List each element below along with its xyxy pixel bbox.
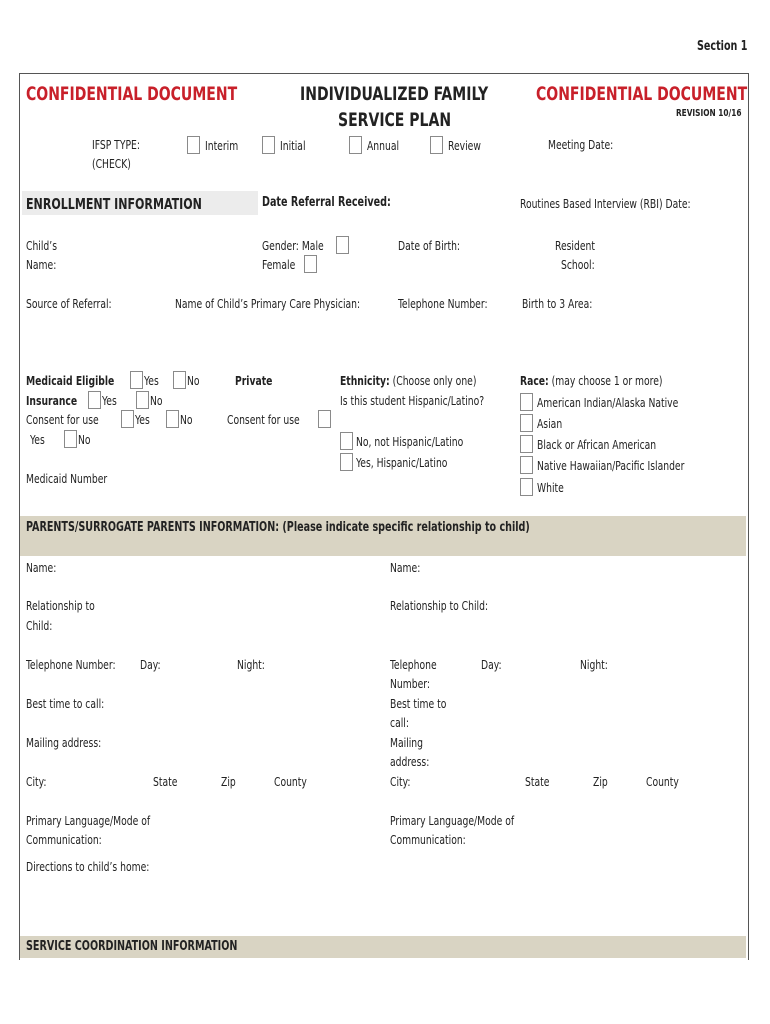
consent-private-label: Consent for use bbox=[227, 412, 300, 427]
birth-area-label: Birth to 3 Area: bbox=[522, 296, 593, 311]
ethnicity-line bbox=[340, 373, 476, 388]
parent1-relationship-label: Relationship to bbox=[26, 598, 95, 613]
race-note: (may choose 1 or more) bbox=[551, 373, 663, 388]
race-option-asian: Asian bbox=[537, 416, 563, 431]
race-label: Race: bbox=[520, 373, 549, 388]
medicaid-eligible-label: Medicaid Eligible bbox=[26, 373, 115, 388]
consent-yes-2-label: Yes bbox=[30, 432, 45, 447]
checkbox-medicaid-yes[interactable] bbox=[130, 371, 143, 389]
race-option-hawaiian: Native Hawaiian/Pacific Islander bbox=[537, 458, 685, 473]
checkbox-race-american-indian[interactable] bbox=[520, 393, 533, 411]
medicaid-no-label: No bbox=[187, 373, 200, 388]
date-referral-label: Date Referral Received: bbox=[262, 195, 391, 210]
parent1-telephone-label: Telephone Number: bbox=[26, 657, 116, 672]
parent2-state-label: State bbox=[525, 774, 550, 789]
medicaid-number-label: Medicaid Number bbox=[26, 471, 108, 486]
parent1-mailing-label: Mailing address: bbox=[26, 735, 102, 750]
checkbox-not-hispanic[interactable] bbox=[340, 432, 353, 450]
race-option-white: White bbox=[537, 480, 564, 495]
interim-label: Interim bbox=[205, 138, 239, 153]
checkbox-interim[interactable] bbox=[187, 136, 200, 154]
title-line-2: SERVICE PLAN bbox=[338, 109, 452, 131]
checkbox-insurance-yes[interactable] bbox=[88, 391, 101, 409]
parent1-city-label: City: bbox=[26, 774, 47, 789]
not-hispanic-label: No, not Hispanic/Latino bbox=[356, 434, 464, 449]
physician-label: Name of Child’s Primary Care Physician: bbox=[175, 296, 361, 311]
parent2-name-label: Name: bbox=[390, 560, 421, 575]
checkbox-consent-no[interactable] bbox=[166, 410, 179, 428]
checkbox-consent2-no[interactable] bbox=[64, 430, 77, 448]
ifsp-check-label: (CHECK) bbox=[92, 156, 131, 171]
directions-label: Directions to child’s home: bbox=[26, 859, 150, 874]
parent2-telephone-label: Telephone bbox=[390, 657, 437, 672]
consent-no-2-label: No bbox=[78, 432, 91, 447]
revision: REVISION 10/16 bbox=[676, 108, 742, 119]
checkbox-insurance-no[interactable] bbox=[136, 391, 149, 409]
ifsp-type-label: IFSP TYPE: bbox=[92, 137, 140, 152]
checkbox-consent-private[interactable] bbox=[318, 410, 331, 428]
parent1-state-label: State bbox=[153, 774, 178, 789]
parent1-name-label: Name: bbox=[26, 560, 57, 575]
childs-label: Child’s bbox=[26, 238, 58, 253]
checkbox-race-black[interactable] bbox=[520, 435, 533, 453]
checkbox-hispanic[interactable] bbox=[340, 453, 353, 471]
annual-label: Annual bbox=[367, 138, 400, 153]
race-line bbox=[520, 373, 663, 388]
parent2-relationship-label: Relationship to Child: bbox=[390, 598, 489, 613]
consent-label-1: Consent for use bbox=[26, 412, 99, 427]
service-heading: SERVICE COORDINATION INFORMATION bbox=[26, 939, 238, 954]
parent2-day-label: Day: bbox=[481, 657, 502, 672]
insurance-yes-label: Yes bbox=[102, 393, 117, 408]
parent2-city-label: City: bbox=[390, 774, 411, 789]
telephone-label: Telephone Number: bbox=[398, 296, 488, 311]
school-label: School: bbox=[561, 257, 595, 272]
review-label: Review bbox=[448, 138, 481, 153]
initial-label: Initial bbox=[280, 138, 306, 153]
medicaid-yes-label: Yes bbox=[144, 373, 159, 388]
parent1-night-label: Night: bbox=[237, 657, 265, 672]
private-label: Private bbox=[235, 373, 273, 388]
race-option-american-indian: American Indian/Alaska Native bbox=[537, 395, 679, 410]
parent2-communication-label: Communication: bbox=[390, 832, 466, 847]
checkbox-race-hawaiian[interactable] bbox=[520, 456, 533, 474]
parent2-zip-label: Zip bbox=[593, 774, 608, 789]
hispanic-label: Yes, Hispanic/Latino bbox=[356, 455, 448, 470]
dob-label: Date of Birth: bbox=[398, 238, 461, 253]
parent1-zip-label: Zip bbox=[221, 774, 236, 789]
parent1-language-label: Primary Language/Mode of bbox=[26, 813, 151, 828]
checkbox-consent-yes[interactable] bbox=[121, 410, 134, 428]
enrollment-heading: ENROLLMENT INFORMATION bbox=[26, 195, 202, 213]
meeting-date-label: Meeting Date: bbox=[548, 137, 614, 152]
female-label: Female bbox=[262, 257, 296, 272]
parent1-communication-label: Communication: bbox=[26, 832, 102, 847]
checkbox-initial[interactable] bbox=[262, 136, 275, 154]
confidential-left: CONFIDENTIAL DOCUMENT bbox=[26, 83, 238, 105]
checkbox-medicaid-no[interactable] bbox=[173, 371, 186, 389]
parent2-county-label: County bbox=[646, 774, 679, 789]
title-line-1: INDIVIDUALIZED FAMILY bbox=[300, 83, 489, 105]
parent1-child-label: Child: bbox=[26, 618, 53, 633]
consent-yes-label: Yes bbox=[135, 412, 150, 427]
checkbox-race-white[interactable] bbox=[520, 478, 533, 496]
parents-heading: PARENTS/SURROGATE PARENTS INFORMATION: (Please indicate specific relationship to child) bbox=[26, 520, 530, 535]
parent2-night-label: Night: bbox=[580, 657, 608, 672]
child-name-label: Name: bbox=[26, 257, 57, 272]
confidential-right: CONFIDENTIAL DOCUMENT bbox=[536, 83, 748, 105]
checkbox-race-asian[interactable] bbox=[520, 414, 533, 432]
parent1-best-time-label: Best time to call: bbox=[26, 696, 105, 711]
parent2-mailing-label: Mailing bbox=[390, 735, 424, 750]
hispanic-question: Is this student Hispanic/Latino? bbox=[340, 393, 485, 408]
parent1-day-label: Day: bbox=[140, 657, 161, 672]
ethnicity-label: Ethnicity: bbox=[340, 373, 390, 388]
ethnicity-note: (Choose only one) bbox=[392, 373, 477, 388]
insurance-label: Insurance bbox=[26, 393, 78, 408]
consent-no-label: No bbox=[180, 412, 193, 427]
parent2-address-label: address: bbox=[390, 754, 430, 769]
checkbox-male[interactable] bbox=[336, 236, 349, 254]
checkbox-review[interactable] bbox=[430, 136, 443, 154]
insurance-no-label: No bbox=[150, 393, 163, 408]
source-referral-label: Source of Referral: bbox=[26, 296, 112, 311]
parent2-language-label: Primary Language/Mode of bbox=[390, 813, 515, 828]
rbi-date-label: Routines Based Interview (RBI) Date: bbox=[520, 196, 691, 211]
resident-label: Resident bbox=[555, 238, 595, 253]
gender-male-label: Gender: Male bbox=[262, 238, 324, 253]
parent2-call-label: call: bbox=[390, 715, 409, 730]
parent1-county-label: County bbox=[274, 774, 307, 789]
section-label: Section 1 bbox=[697, 39, 748, 54]
checkbox-annual[interactable] bbox=[349, 136, 362, 154]
parent2-best-time-label: Best time to bbox=[390, 696, 447, 711]
race-option-black: Black or African American bbox=[537, 437, 657, 452]
parent2-number-label: Number: bbox=[390, 676, 430, 691]
checkbox-female[interactable] bbox=[304, 255, 317, 273]
